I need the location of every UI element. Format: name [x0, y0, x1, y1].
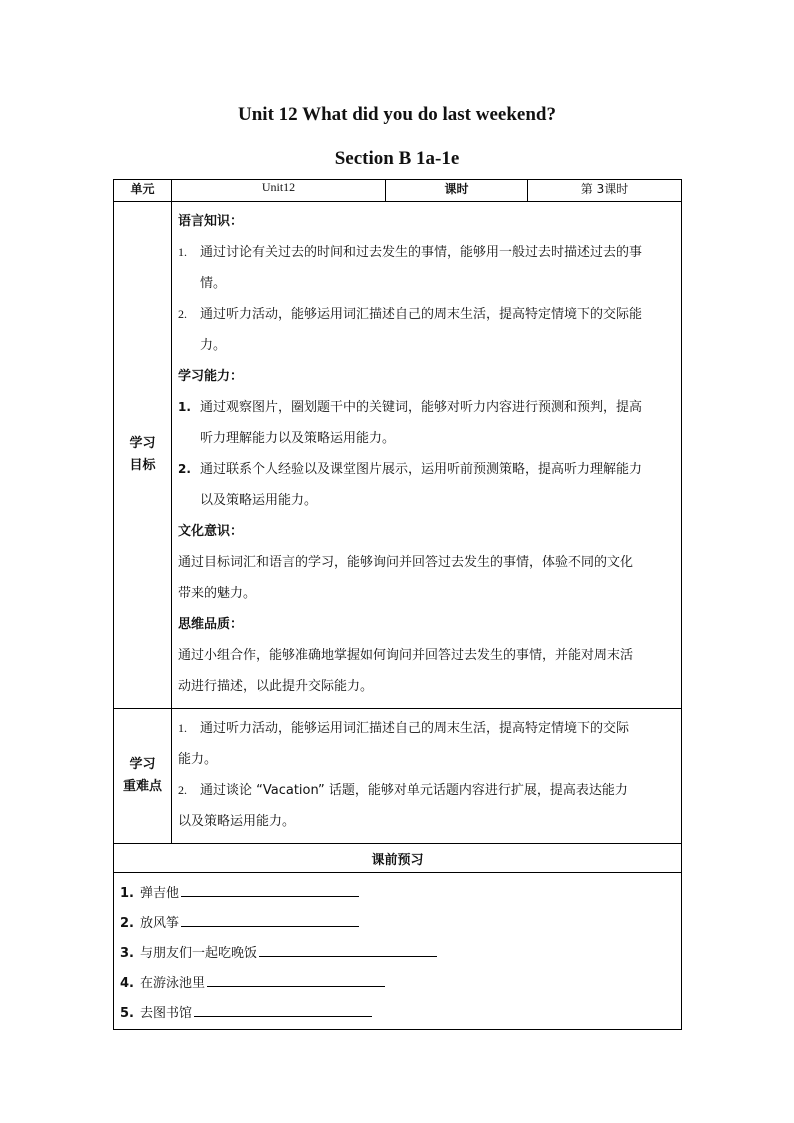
item-number: 1.: [178, 721, 187, 735]
item-number: 3.: [120, 946, 134, 961]
key-points-content: [172, 709, 682, 844]
preview-heading: 课前预习: [114, 844, 682, 873]
item-text: 通过联系个人经验以及课堂图片展示，运用听前预测策略，提高听力理解能力: [200, 462, 643, 477]
thinking-line: 动进行描述，以此提升交际能力。: [178, 679, 374, 694]
item-text: 去图书馆: [139, 1006, 192, 1021]
objectives-content: [172, 202, 682, 709]
objective-item: [178, 454, 675, 485]
objectives-label-line1: 学习: [129, 436, 156, 451]
item-text: 弹吉他: [139, 886, 179, 901]
item-number: 2.: [178, 307, 187, 321]
key-points-row: [114, 709, 682, 844]
key-points-label: [114, 709, 172, 844]
period-value: 第 3课时: [528, 180, 682, 202]
item-number: 2.: [120, 916, 134, 931]
lesson-plan-table: [113, 179, 682, 1030]
section-heading-culture: 文化意识：: [178, 524, 244, 539]
preview-item: [120, 939, 675, 969]
unit-value: Unit12: [172, 180, 386, 202]
item-text: 通过观察图片，圈划题干中的关键词，能够对听力内容进行预测和预判，提高: [200, 400, 643, 415]
section-heading-ability: 学习能力：: [178, 369, 244, 384]
culture-line: 带来的魅力。: [178, 586, 257, 601]
unit-label: 单元: [114, 180, 172, 202]
key-point-item: [178, 713, 675, 744]
header-row: [114, 180, 682, 202]
objectives-label-line2: 目标: [129, 458, 156, 473]
item-number: 4.: [120, 976, 134, 991]
key-point-item: [178, 775, 675, 806]
document-subtitle: Section B 1a-1e: [334, 148, 460, 169]
objective-item: [178, 392, 675, 423]
item-number: 1.: [178, 245, 187, 259]
item-text: 放风筝: [139, 916, 179, 931]
thinking-line: 通过小组合作，能够准确地掌握如何询问并回答过去发生的事情，并能对周末活: [178, 648, 634, 663]
objectives-label: [114, 202, 172, 709]
item-number: 2.: [178, 462, 191, 476]
answer-blank[interactable]: [181, 912, 359, 927]
item-text: 通过谈论 “Vacation” 话题，能够对单元话题内容进行扩展，提高表达能力: [200, 783, 628, 798]
section-heading-language: 语言知识：: [178, 214, 244, 229]
preview-item: [120, 969, 675, 999]
item-number: 1.: [178, 400, 191, 414]
preview-item: [120, 999, 675, 1029]
objective-item: [178, 237, 675, 268]
document-title: Unit 12 What did you do last weekend?: [238, 104, 556, 125]
key-points-label-line2: 重难点: [122, 779, 162, 794]
answer-blank[interactable]: [194, 1002, 372, 1017]
item-text: 在游泳池里: [139, 976, 205, 991]
objectives-row: [114, 202, 682, 709]
item-text: 通过听力活动，能够运用词汇描述自己的周末生活，提高特定情境下的交际能: [200, 307, 643, 322]
item-continuation: 以及策略运用能力。: [200, 493, 318, 508]
section-heading-thinking: 思维品质：: [178, 617, 244, 632]
item-number: 5.: [120, 1006, 134, 1021]
answer-blank[interactable]: [181, 882, 359, 897]
item-text: 通过讨论有关过去的时间和过去发生的事情，能够用一般过去时描述过去的事: [200, 245, 643, 260]
item-continuation: 听力理解能力以及策略运用能力。: [200, 431, 396, 446]
item-text: 通过听力活动，能够运用词汇描述自己的周末生活，提高特定情境下的交际: [200, 721, 630, 736]
objective-item: [178, 299, 675, 330]
key-points-label-line1: 学习: [129, 757, 156, 772]
period-label: 课时: [386, 180, 528, 202]
preview-header-row: [114, 844, 682, 873]
item-number: 2.: [178, 783, 187, 797]
answer-blank[interactable]: [259, 942, 437, 957]
preview-content: [114, 873, 682, 1030]
item-number: 1.: [120, 886, 134, 901]
culture-line: 通过目标词汇和语言的学习，能够询问并回答过去发生的事情，体验不同的文化: [178, 555, 634, 570]
preview-item: [120, 909, 675, 939]
item-text: 与朋友们一起吃晚饭: [139, 946, 257, 961]
item-continuation: 能力。: [178, 752, 218, 767]
item-continuation: 力。: [200, 338, 227, 353]
item-continuation: 以及策略运用能力。: [178, 814, 296, 829]
item-continuation: 情。: [200, 276, 227, 291]
answer-blank[interactable]: [207, 972, 385, 987]
preview-item: [120, 879, 675, 909]
preview-row: [114, 873, 682, 1030]
